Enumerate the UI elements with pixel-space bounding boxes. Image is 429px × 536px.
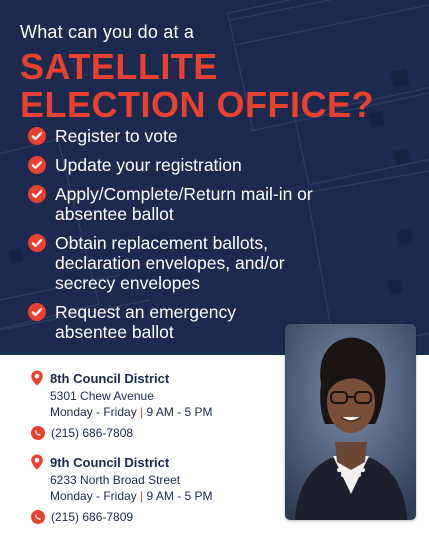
service-item: [28, 233, 408, 293]
office-address: 5301 Chew Avenue: [50, 389, 154, 403]
service-line: Apply/Complete/Return mail-in or: [55, 184, 313, 204]
service-line: absentee ballot: [55, 322, 174, 342]
office-name: 8th Council District: [50, 370, 170, 386]
service-text: [55, 184, 313, 224]
service-line: Update your registration: [55, 155, 242, 175]
check-circle-icon: [28, 185, 46, 203]
service-line: absentee ballot: [55, 204, 174, 224]
service-line: secrecy envelopes: [55, 273, 200, 293]
office-hours: [50, 488, 213, 504]
office-times: 9 AM - 5 PM: [146, 405, 213, 419]
phone-icon: [31, 426, 45, 440]
title-line-1: SATELLITE: [20, 46, 218, 87]
office-phone[interactable]: (215) 686-7809: [51, 510, 134, 524]
service-line: declaration envelopes, and/or: [55, 253, 285, 273]
office-times: 9 AM - 5 PM: [146, 489, 213, 503]
phone-icon: [31, 510, 45, 524]
portrait-photo: [285, 324, 416, 520]
intro-text: What can you do at a: [20, 22, 195, 42]
map-pin-icon: [30, 370, 44, 386]
check-circle-icon: [28, 156, 46, 174]
service-item: [28, 184, 408, 224]
office-phone[interactable]: (215) 686-7808: [51, 426, 134, 440]
office-name: 9th Council District: [50, 454, 170, 470]
service-line: Obtain replacement ballots,: [55, 233, 269, 253]
check-circle-icon: [28, 234, 46, 252]
office-address: 6233 North Broad Street: [50, 473, 181, 487]
service-item: [28, 155, 408, 175]
office-days: Monday - Friday: [50, 489, 137, 503]
services-list: [28, 126, 408, 351]
office-days: Monday - Friday: [50, 405, 137, 419]
service-item: [28, 126, 408, 146]
check-circle-icon: [28, 303, 46, 321]
service-line: Request an emergency: [55, 302, 236, 322]
office-9th-district: [32, 454, 213, 525]
service-line: Register to vote: [55, 126, 178, 146]
hours-separator: |: [140, 489, 144, 503]
office-hours: [50, 404, 213, 420]
official-portrait: [285, 324, 416, 520]
service-text: [55, 302, 236, 342]
office-8th-district: [32, 370, 213, 441]
title-line-2: ELECTION OFFICE?: [20, 84, 374, 125]
service-text: [55, 155, 242, 175]
page-title: [20, 48, 374, 124]
service-text: [55, 233, 285, 293]
map-pin-icon: [30, 454, 44, 470]
hours-separator: |: [140, 405, 144, 419]
check-circle-icon: [28, 127, 46, 145]
service-text: [55, 126, 178, 146]
